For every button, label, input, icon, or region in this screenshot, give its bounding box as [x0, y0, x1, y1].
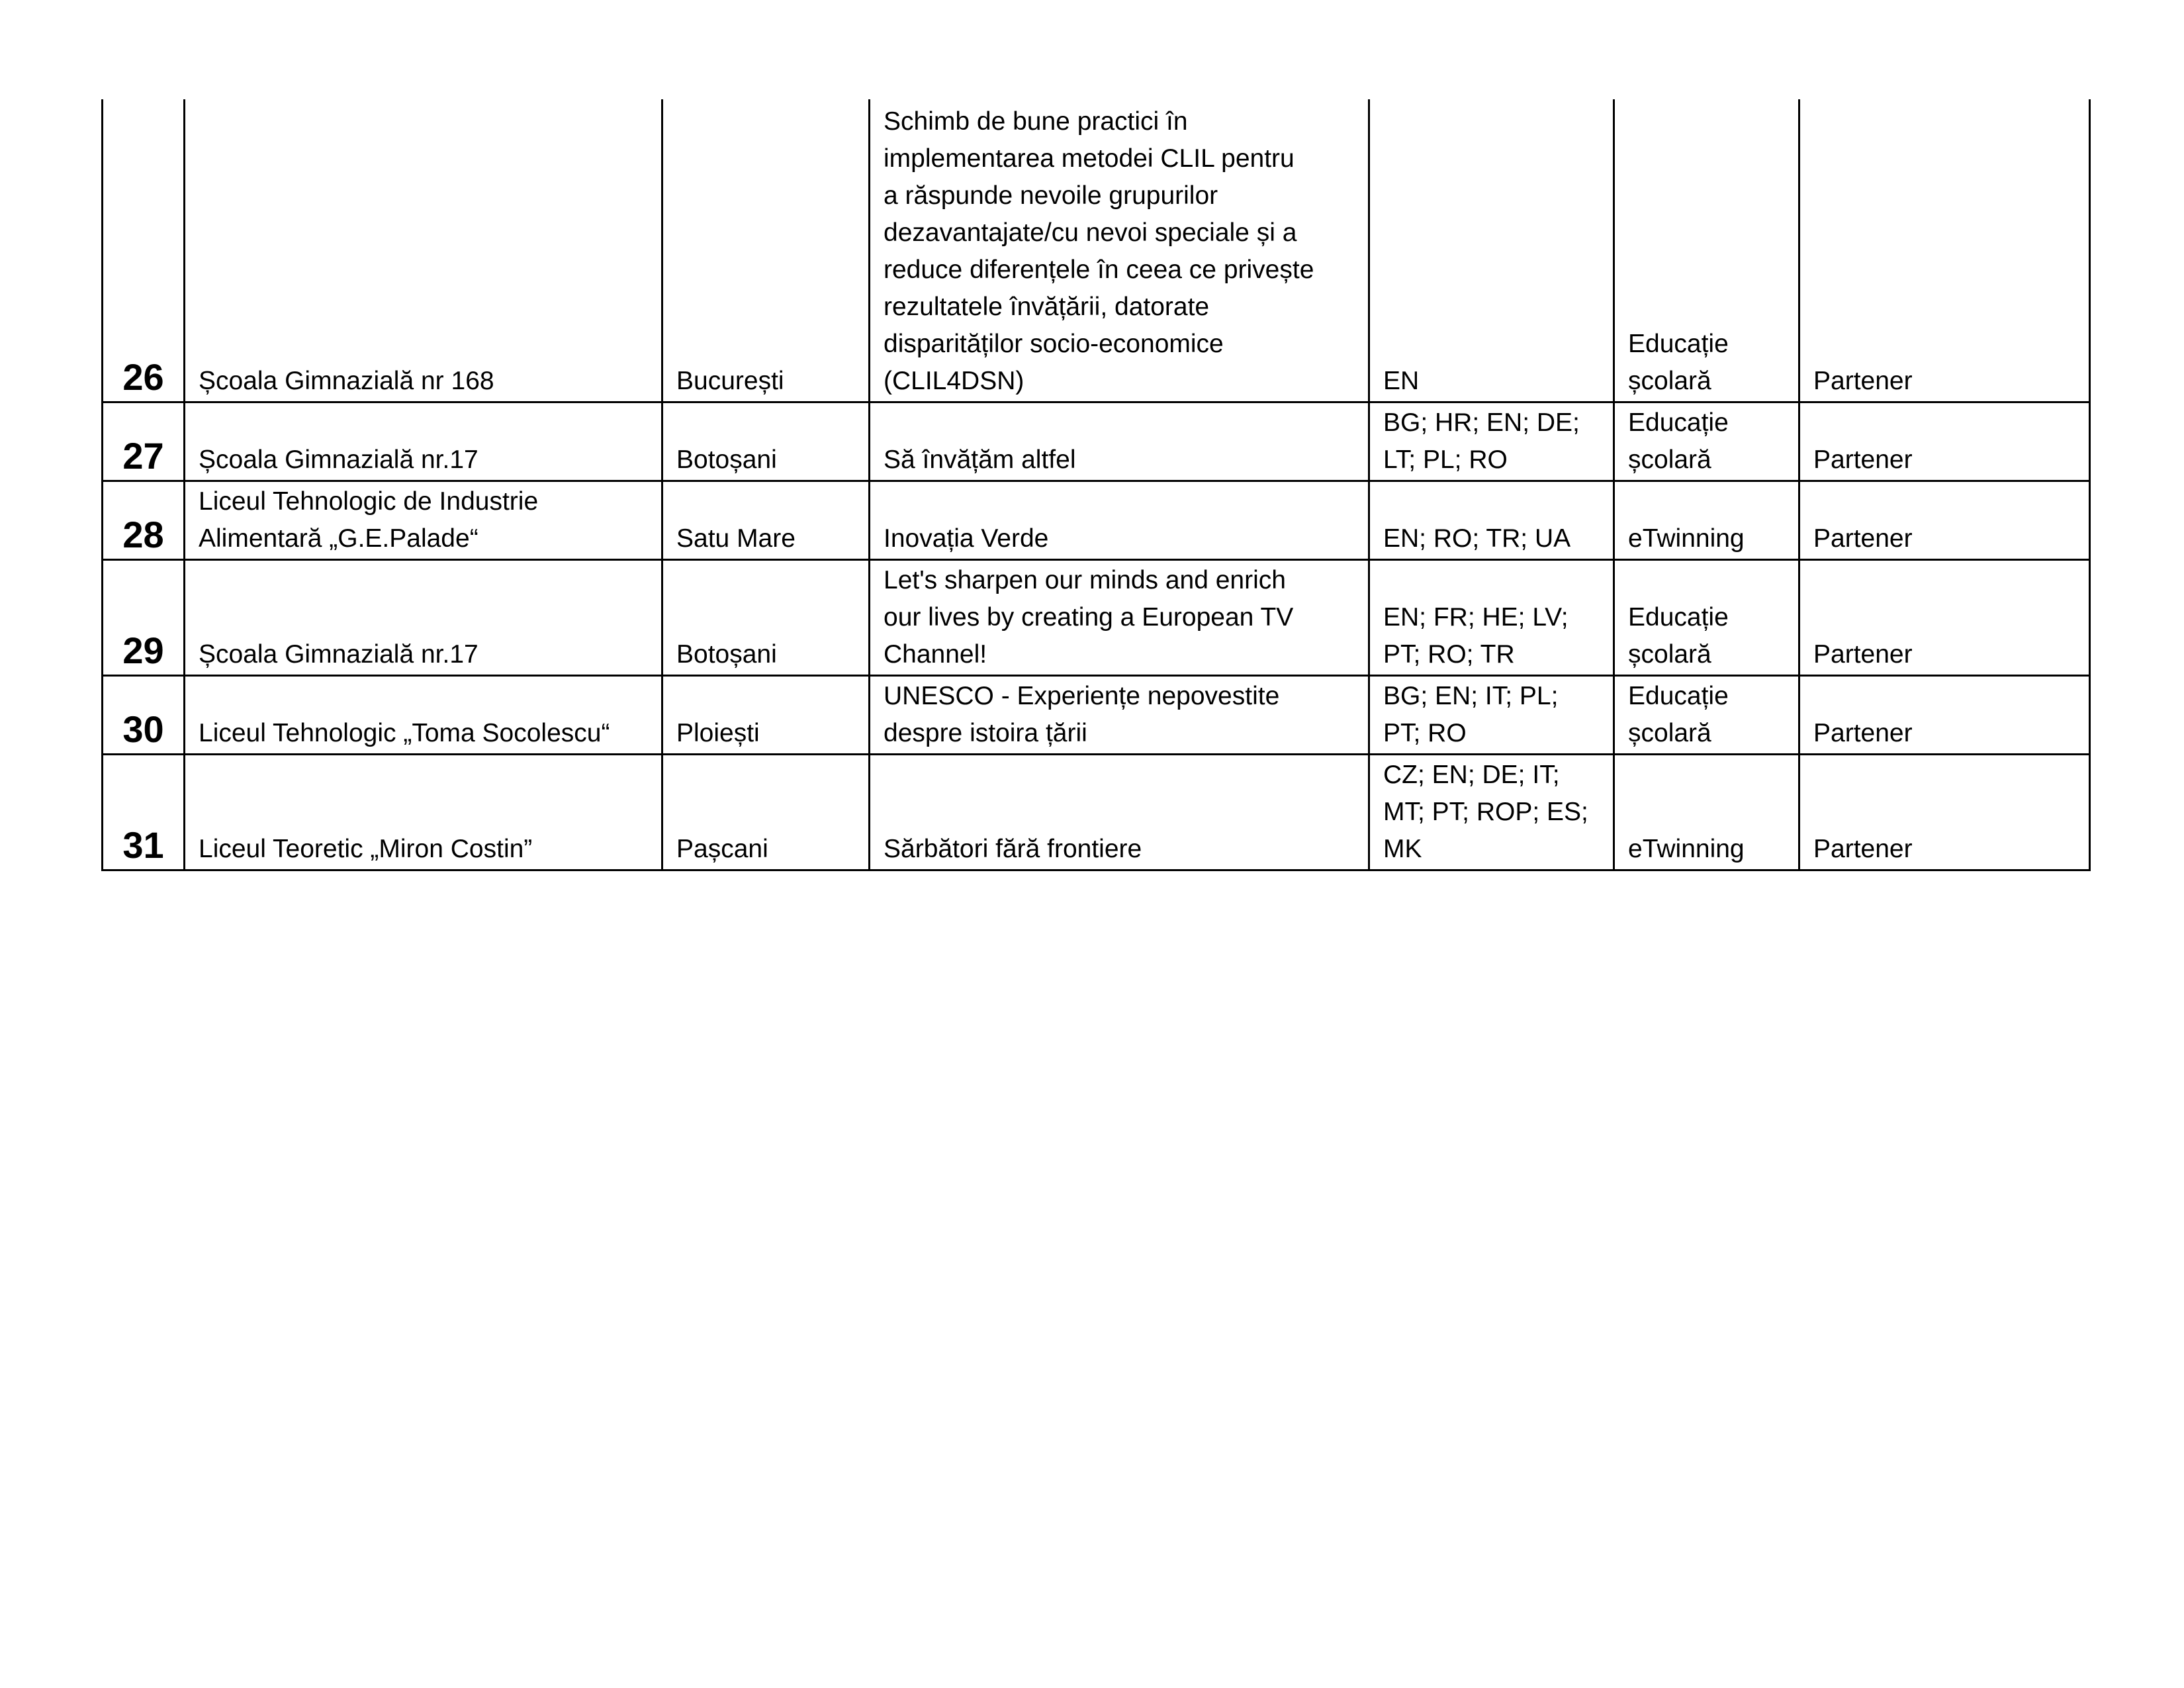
school-cell: Liceul Tehnologic de Industrie Alimentară „G.E.Palade“	[185, 481, 662, 560]
table-row	[103, 676, 2090, 755]
languages-cell: EN; RO; TR; UA	[1369, 481, 1614, 560]
project-title-cell: UNESCO - Experiențe nepovestite despre istoira țării	[870, 676, 1369, 755]
type-cell: eTwinning	[1614, 755, 1799, 870]
row-number: 29	[103, 560, 185, 676]
role-cell: Partener	[1799, 481, 2090, 560]
project-title-cell: Schimb de bune practici în implementarea metodei CLIL pentru a răspunde nevoile grupurilor dezavantajate/cu nevoi speciale și a reduce diferențele în ceea ce privește rezultatele învățării, datorate disparităților socio-economice (CLIL4DSN)	[870, 99, 1369, 402]
type-cell: Educație școlară	[1614, 402, 1799, 481]
school-cell: Școala Gimnazială nr.17	[185, 560, 662, 676]
languages-cell: EN; FR; HE; LV; PT; RO; TR	[1369, 560, 1614, 676]
city-cell: Satu Mare	[662, 481, 870, 560]
languages-cell: CZ; EN; DE; IT; MT; PT; ROP; ES; MK	[1369, 755, 1614, 870]
languages-cell: BG; EN; IT; PL; PT; RO	[1369, 676, 1614, 755]
type-cell: Educație școlară	[1614, 99, 1799, 402]
city-cell: Botoșani	[662, 402, 870, 481]
city-cell: Pașcani	[662, 755, 870, 870]
city-cell: Botoșani	[662, 560, 870, 676]
city-cell: București	[662, 99, 870, 402]
type-cell: eTwinning	[1614, 481, 1799, 560]
row-number: 26	[103, 99, 185, 402]
projects-table	[101, 99, 2091, 871]
role-cell: Partener	[1799, 676, 2090, 755]
role-cell: Partener	[1799, 560, 2090, 676]
city-cell: Ploiești	[662, 676, 870, 755]
role-cell: Partener	[1799, 402, 2090, 481]
table-row	[103, 481, 2090, 560]
row-number: 28	[103, 481, 185, 560]
table-row	[103, 402, 2090, 481]
table-row	[103, 755, 2090, 870]
project-title-cell: Sărbători fără frontiere	[870, 755, 1369, 870]
role-cell: Partener	[1799, 755, 2090, 870]
type-cell: Educație școlară	[1614, 560, 1799, 676]
type-cell: Educație școlară	[1614, 676, 1799, 755]
school-cell: Școala Gimnazială nr.17	[185, 402, 662, 481]
table-row	[103, 560, 2090, 676]
school-cell: Liceul Tehnologic „Toma Socolescu“	[185, 676, 662, 755]
languages-cell: BG; HR; EN; DE; LT; PL; RO	[1369, 402, 1614, 481]
role-cell: Partener	[1799, 99, 2090, 402]
project-title-cell: Inovația Verde	[870, 481, 1369, 560]
school-cell: Liceul Teoretic „Miron Costin”	[185, 755, 662, 870]
row-number: 27	[103, 402, 185, 481]
project-title-cell: Să învățăm altfel	[870, 402, 1369, 481]
row-number: 31	[103, 755, 185, 870]
table-row	[103, 99, 2090, 402]
project-title-cell: Let's sharpen our minds and enrich our lives by creating a European TV Channel!	[870, 560, 1369, 676]
languages-cell: EN	[1369, 99, 1614, 402]
school-cell: Școala Gimnazială nr 168	[185, 99, 662, 402]
row-number: 30	[103, 676, 185, 755]
